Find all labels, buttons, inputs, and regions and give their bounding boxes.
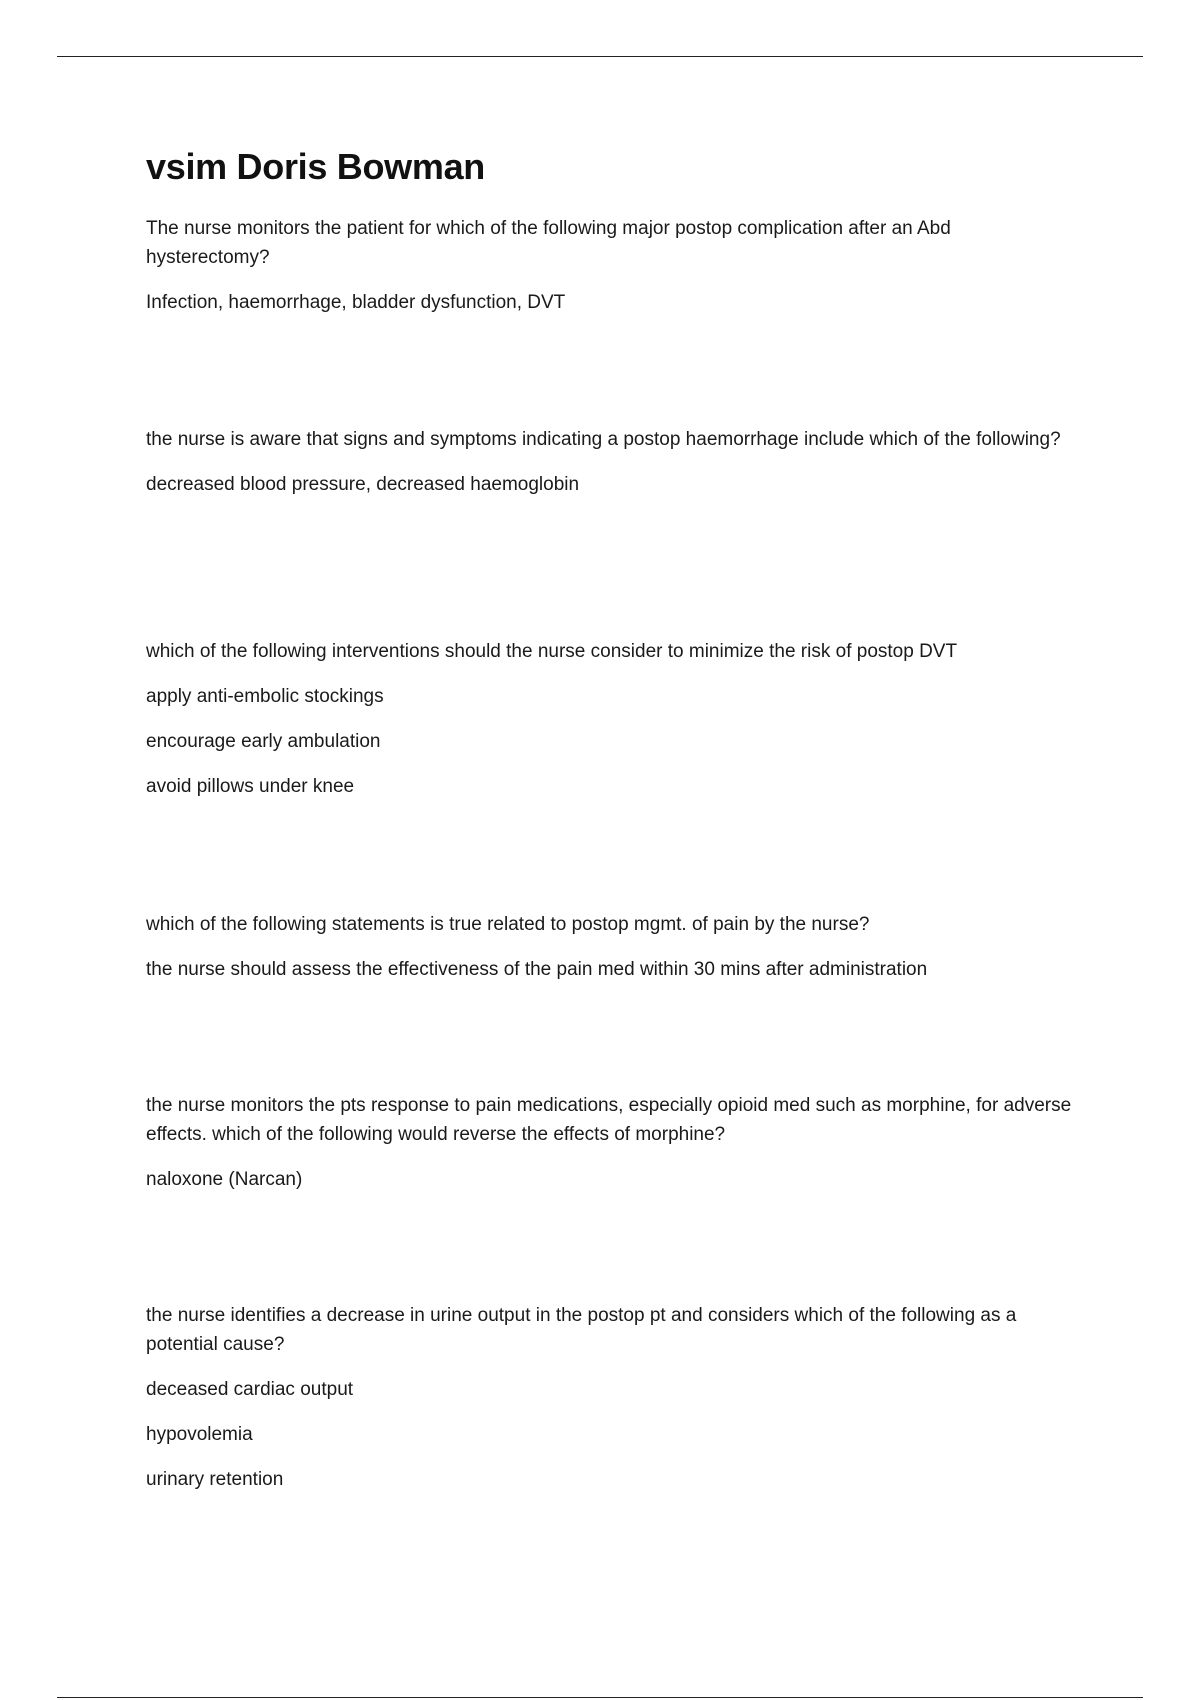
answer-text: decreased blood pressure, decreased haemoglobin [146, 474, 580, 495]
answer-text: encourage early ambulation [146, 731, 381, 752]
answer-text: Infection, haemorrhage, bladder dysfunction, DVT [146, 292, 566, 313]
answer-text: naloxone (Narcan) [146, 1169, 303, 1190]
question-text: the nurse monitors the pts response to pain medications, especially opioid med such as morphine, for adverse effects. which of the following would reverse the effects of morphine? [146, 1095, 1072, 1145]
qa-item [146, 425, 1076, 499]
question-text: The nurse monitors the patient for which of the following major postop complication after an Abd hysterectomy? [146, 218, 951, 268]
document-title: vsim Doris Bowman [146, 146, 485, 187]
qa-item [146, 637, 1076, 801]
qa-item [146, 214, 1076, 317]
answer-text: the nurse should assess the effectiveness of the pain med within 30 mins after administration [146, 959, 928, 980]
answer-text: urinary retention [146, 1469, 284, 1490]
bottom-divider [57, 1697, 1143, 1698]
question-text: the nurse identifies a decrease in urine output in the postop pt and considers which of the following as a potential cause? [146, 1305, 1017, 1355]
question-text: the nurse is aware that signs and symptoms indicating a postop haemorrhage include which of the following? [146, 429, 1061, 450]
question-text: which of the following statements is true related to postop mgmt. of pain by the nurse? [146, 914, 870, 935]
top-divider [57, 56, 1143, 57]
qa-item [146, 1301, 1076, 1494]
answer-text: avoid pillows under knee [146, 776, 355, 797]
qa-item [146, 1091, 1076, 1194]
answer-text: deceased cardiac output [146, 1379, 354, 1400]
qa-item [146, 910, 1076, 984]
question-text: which of the following interventions should the nurse consider to minimize the risk of postop DVT [146, 641, 958, 662]
answer-text: apply anti-embolic stockings [146, 686, 384, 707]
answer-text: hypovolemia [146, 1424, 253, 1445]
